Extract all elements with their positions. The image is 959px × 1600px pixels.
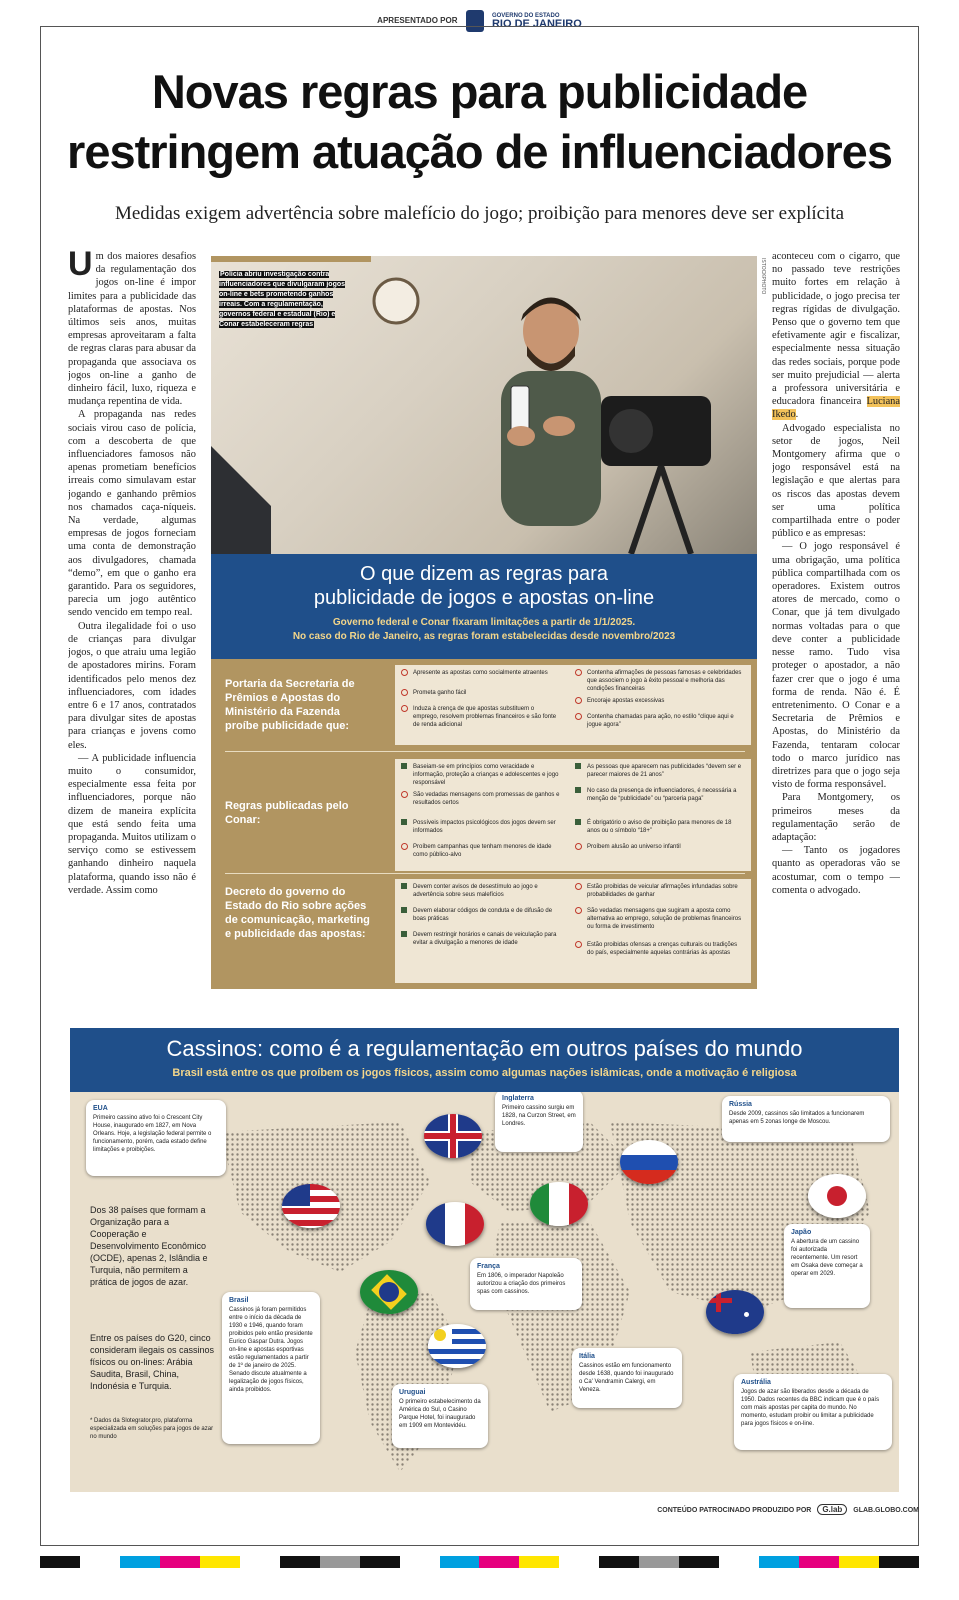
rule-item: Estão proibidas ofensas a crenças culturais ou tradições do país, especialmente aquelas contrárias às apostas bbox=[575, 941, 745, 957]
section-label: Portaria da Secretaria de Prêmios e Apostas do Ministério da Fazenda proíbe publicidade que: bbox=[225, 678, 355, 732]
rule-item: Apresente as apostas como socialmente atraentes bbox=[401, 669, 561, 677]
rule-item: Devem restringir horários e canais de veiculação para evitar a divulgação a menores de idade bbox=[401, 931, 561, 947]
prohibited-icon bbox=[401, 705, 408, 712]
rule-item: Prometa ganho fácil bbox=[401, 689, 561, 697]
rule-item: Proíbem campanhas que tenham menores de idade como público-alvo bbox=[401, 843, 561, 859]
rules-section-rio-decree bbox=[211, 877, 757, 985]
photo-credit: ISTOCKPHOTO bbox=[760, 258, 766, 295]
australia-flag-icon bbox=[706, 1290, 764, 1334]
prohibited-icon bbox=[575, 941, 582, 948]
france-flag-icon bbox=[426, 1202, 484, 1246]
prohibited-icon bbox=[575, 907, 582, 914]
g20-note: Entre os países do G20, cinco consideram ilegais os cassinos físicos ou on-lines: Arábia Saudita, Brasil, China, Indonésia e Turquia. bbox=[90, 1333, 215, 1391]
country-card-australia: Austrália Jogos de azar são liberados desde a década de 1950. Dados recentes da BBC indicam que é o país com mais apostas per capita do mundo. No momento, estudam proibir ou limitar a publicidade para jogos físicos e on-line. bbox=[734, 1374, 892, 1450]
headline-line-1: Novas regras para publicidade bbox=[151, 65, 808, 118]
section-items bbox=[395, 879, 751, 983]
section-items bbox=[395, 665, 751, 745]
rules-section-conar bbox=[211, 755, 757, 871]
rule-item: Contenha afirmações de pessoas famosas e celebridades que associem o jogo à êxito pessoal e melhoria das condições financeiras bbox=[575, 669, 745, 693]
section-label: Regras publicadas pelo Conar: bbox=[225, 800, 349, 826]
country-card-japao: Japão A abertura de um cassino foi autorizada recentemente. Um resort em Osaka deve começar a operar em 2029. bbox=[784, 1224, 870, 1308]
print-color-bar bbox=[40, 1556, 919, 1568]
prohibited-icon bbox=[401, 843, 408, 850]
russia-flag-icon bbox=[620, 1140, 678, 1184]
section-label: Decreto do governo do Estado do Rio sobre ações de comunicação, marketing e publicidade das apostas: bbox=[225, 886, 370, 940]
square-bullet-icon bbox=[401, 931, 407, 937]
brazil-flag-icon bbox=[360, 1270, 418, 1314]
rule-item: Devem elaborar códigos de conduta e de difusão de boas práticas bbox=[401, 907, 561, 923]
photo-accent-bar bbox=[211, 256, 371, 262]
prohibited-icon bbox=[575, 713, 582, 720]
japan-flag-icon bbox=[808, 1174, 866, 1218]
ocde-note: Dos 38 países que formam a Organização para a Cooperação e Desenvolvimento Econômico (OCDE), apenas 2, Islândia e Turquia, não permitem a prática de jogos de azar. bbox=[90, 1205, 208, 1287]
square-bullet-icon bbox=[401, 763, 407, 769]
rule-item: Estão proibidas de veicular afirmações infundadas sobre probabilidades de ganhar bbox=[575, 883, 745, 899]
article-paragraph: — O jogo responsável é uma obrigação, uma política pública compartilhada com os operadores. Existem outros atores de mercado, como o Conar, que já tem divulgado normas voltadas para o que deve conter a publicidade nesse ramo. Tudo visa proteger o apostador, a não fazer crer que o jogo é uma forma de renda. Não é. É entretenimento. O Conar e a Secretaria de Prêmios e Apostas, do Ministério da Fazenda, tentaram colocar todo o marco jurídico nas diretrizes para que o jogo seja visto de forma responsável. bbox=[772, 541, 900, 791]
camera-on-tripod-icon bbox=[591, 376, 731, 554]
rule-item: São vedadas mensagens com promessas de ganhos e resultados certos bbox=[401, 791, 561, 807]
rule-item: São vedadas mensagens que sugiram a aposta como alternativa ao emprego, solução de problemas financeiros ou forma de investimento bbox=[575, 907, 745, 931]
prohibited-icon bbox=[401, 791, 408, 798]
article-paragraph: aconteceu com o cigarro, que no passado teve restrições muito fortes em relação à publicidade, o jogo precisa ter regras rígidas de divulgação. Penso que o governo tem que efetivamente agir e fiscalizar, especialmente nessa situação das redes sociais, porque pode ser muito prejudicial — alerta a professora universitária e educadora financeira bbox=[772, 251, 900, 408]
article-paragraph: — A publicidade influencia muito o consumidor, especialmente essa feita por influenciadores, porque não dizem de maneira explícita que está sendo feita uma propaganda. Muitos utilizam o serviço como se estivessem ganhando dinheiro naquela plataforma, quando isso não é verdade. Assim como bbox=[68, 752, 196, 896]
country-card-italia: Itália Cassinos estão em funcionamento desde 1638, quando foi inaugurado o Ca' Vendramin Calergi, em Veneza. bbox=[572, 1348, 682, 1408]
highlighted-name: Luciana Ikedo bbox=[772, 396, 900, 421]
rule-item: Baseiam-se em princípios como veracidade e informação, proteção a crianças e adolescentes e jogo responsável bbox=[401, 763, 561, 787]
gov-name-text: RIO DE JANEIRO bbox=[491, 17, 582, 30]
prohibited-icon bbox=[575, 697, 582, 704]
rules-infographic-header bbox=[211, 554, 757, 659]
country-card-brasil: Brasil Cassinos já foram permitidos entre o início da década de 1930 e 1946, quando foram proibidos pelo então presidente Eurico Gaspar Dutra. Jogos on-line e apostas esportivas estão regulamentados a partir de 1º de janeiro de 2025. Senado discute atualmente a legalização de jogos físicos, ainda proibidos. bbox=[222, 1292, 320, 1444]
country-card-russia: Rússia Desde 2009, cassinos são limitados a funcionarem apenas em 5 zonas longe de Moscou. bbox=[722, 1096, 890, 1142]
article-paragraph: Para Montgomery, os primeiros meses da regulamentação serão de adaptação: bbox=[772, 792, 900, 843]
gov-small-text: GOVERNO DO ESTADO bbox=[491, 12, 560, 19]
headline bbox=[40, 62, 919, 182]
casinos-subtitle: Brasil está entre os que proíbem os jogos físicos, assim como algumas nações islâmicas, onde a motivação é religiosa bbox=[172, 1067, 797, 1079]
square-bullet-icon bbox=[401, 819, 407, 825]
rule-item: Possíveis impactos psicológicos dos jogos devem ser informados bbox=[401, 819, 561, 835]
rules-title: O que dizem as regras para publicidade de jogos e apostas on-line bbox=[313, 563, 655, 609]
italy-flag-icon bbox=[530, 1182, 588, 1226]
world-map bbox=[70, 1092, 899, 1492]
rule-item: Encoraje apostas excessivas bbox=[575, 697, 745, 705]
photo-caption: Polícia abriu investigação contra influenciadores que divulgaram jogos on-line e bets prometendo ganhos irreais. Com a regulamentação, governos federal e estadual (Rio) e Conar estabeleceram regras bbox=[219, 271, 346, 328]
rule-item: Devem conter avisos de desestímulo ao jogo e advertência sobre seus malefícios bbox=[401, 883, 561, 899]
subheadline: Medidas exigem advertência sobre malefício do jogo; proibição para menores deve ser explícita bbox=[114, 203, 845, 224]
rule-item: No caso da presença de influenciadores, é necessária a menção de “publicidade” ou “parceria paga” bbox=[575, 787, 745, 803]
article-paragraph: m dos maiores desafios da regulamentação dos jogos on-line é impor limites para a publicidade das plataformas de apostas. Nos últimos seis anos, muitas empresas aproveitaram a falta de regras claras para abusar da propaganda que associava os jogos on-line a ganho de dinheiro fácil, luxo, riqueza e mudança repentina de vida. bbox=[68, 251, 196, 408]
square-bullet-icon bbox=[401, 883, 407, 889]
article-left-column bbox=[68, 250, 196, 990]
square-bullet-icon bbox=[575, 763, 581, 769]
rule-item: É obrigatório o aviso de proibição para menores de 18 anos ou o símbolo “18+” bbox=[575, 819, 745, 835]
prohibited-icon bbox=[401, 669, 408, 676]
sponsor-label: APRESENTADO POR bbox=[377, 16, 458, 26]
glab-logo: G.lab bbox=[817, 1504, 847, 1515]
article-paragraph: Outra ilegalidade foi o uso de crianças para divulgar jogos, o que atraiu uma legião de apostadores mirins. Foram identificados pelo menos dez influenciadores, com idades entre 6 e 17 anos, contratados para divulgar sites de apostas para crianças e jovens como eles. bbox=[68, 620, 196, 751]
article-paragraph: — Tanto os jogadores quanto as operadoras vão se acostumar, com o tempo — comenta o advogado. bbox=[772, 845, 900, 896]
rules-infographic-body bbox=[211, 659, 757, 989]
drop-cap: U bbox=[68, 250, 93, 283]
country-card-uruguai: Uruguai O primeiro estabelecimento da América do Sul, o Casino Parque Hotel, foi inaugurado em 1909 em Montevidéu. bbox=[392, 1384, 488, 1448]
prohibited-icon bbox=[575, 883, 582, 890]
uruguay-flag-icon bbox=[428, 1324, 486, 1368]
country-card-franca: França Em 1806, o imperador Napoleão autorizou a criação dos primeiros spas com cassinos. bbox=[470, 1258, 582, 1310]
square-bullet-icon bbox=[575, 819, 581, 825]
square-bullet-icon bbox=[575, 787, 581, 793]
article-right-column: aconteceu com o cigarro, que no passado teve restrições muito fortes em relação à publicidade, o jogo precisa ter regras rígidas de divulgação. Penso que o governo tem que efetivamente agir e fiscalizar, especialmente nessa situação das redes sociais, porque pode ser muito prejudicial — alerta a professora universitária e educadora financeira Luciana Ikedo. Advogado especialista no setor de jogos, Neil Montgomery afirma que o jogo responsável está na legislação e que alertas para os riscos das apostas devem ser uma política compartilhada entre o poder público e as empresas: — O jogo responsável é uma obrigação, uma política pública compartilhada com os operadores. Existem outros atores de mercado, como o Conar, que já tem divulgado normas voltadas para o que deve conter a publicidade nesse ramo. Tudo visa proteger o apostador, a não fazer crer que o jogo é uma forma de renda. Não é. É entretenimento. O Conar e a Secretaria de Prêmios e Apostas, do Ministério da Fazenda, tentaram colocar todo o marco jurídico nas diretrizes para que o jogo seja visto de forma responsável. Para Montgomery, os primeiros meses da regulamentação serão de adaptação: — Tanto os jogadores quanto as operadoras vão se acostumar, com o tempo — comenta o advogado. bbox=[772, 251, 900, 896]
prohibited-icon bbox=[401, 689, 408, 696]
wall-clock-icon bbox=[371, 276, 421, 326]
rule-item: Proíbem alusão ao universo infantil bbox=[575, 843, 745, 851]
rules-subtitle: Governo federal e Conar fixaram limitações a partir de 1/1/2025. No caso do Rio de Janeiro, as regras foram estabelecidas desde novembro/2023 bbox=[292, 617, 676, 642]
article-paragraph: A propaganda nas redes sociais virou caso de polícia, com a descoberta de que influenciadores famosos não apenas prometiam benefícios irreais como simulavam estar jogando e ganhando prêmios nos chamados caça-níqueis. Na verdade, algumas empresas de jogos forneciam uma conta de demonstração aos divulgadores, chamada “demo”, em que o ganho era garantido. Para os seguidores, parecia um jogo autêntico sendo vencido em tempo real. bbox=[68, 409, 196, 619]
data-source-note: * Dados da Slotegrator.pro, plataforma especializada em soluções para jogos de azar no mundo bbox=[90, 1418, 214, 1440]
prohibited-icon bbox=[575, 843, 582, 850]
article-paragraph: Advogado especialista no setor de jogos, Neil Montgomery afirma que o jogo responsável está na legislação e que alertas para os riscos das apostas devem ser uma política compartilhada entre o poder público e as empresas: bbox=[772, 422, 900, 540]
section-items bbox=[395, 759, 751, 871]
rules-section-portaria bbox=[211, 665, 757, 751]
casinos-title: Cassinos: como é a regulamentação em outros países do mundo bbox=[166, 1036, 803, 1061]
country-card-inglaterra: Inglaterra Primeiro cassino surgiu em 1828, na Curzon Street, em Londres. bbox=[495, 1092, 583, 1152]
rule-item: Contenha chamadas para ação, no estilo “clique aqui e jogue agora” bbox=[575, 713, 745, 729]
prohibited-icon bbox=[575, 669, 582, 676]
article-photo bbox=[211, 256, 757, 554]
section-divider bbox=[225, 751, 745, 752]
sponsored-footer: CONTEÚDO PATROCINADO PRODUZIDO POR G.lab GLAB.GLOBO.COM bbox=[657, 1505, 919, 1514]
usa-flag-icon bbox=[282, 1184, 340, 1228]
laptop-icon bbox=[211, 446, 321, 554]
rule-item: Induza à crença de que apostas substituem o emprego, resolvem problemas financeiros e são fonte de renda adicional bbox=[401, 705, 561, 729]
square-bullet-icon bbox=[401, 907, 407, 913]
country-card-eua: EUA Primeiro cassino ativo foi o Crescent City House, inaugurado em 1827, em Nova Orleans. Hoje, a legislação federal permite o funcionamento, porém, cada estado define limitações e proibições. bbox=[86, 1100, 226, 1176]
casinos-header bbox=[70, 1028, 899, 1092]
headline-line-2: restringem atuação de influenciadores bbox=[67, 125, 892, 178]
uk-flag-icon bbox=[424, 1114, 482, 1158]
rule-item: As pessoas que aparecem nas publicidades “devem ser e parecer maiores de 21 anos” bbox=[575, 763, 745, 779]
section-divider bbox=[225, 873, 745, 874]
